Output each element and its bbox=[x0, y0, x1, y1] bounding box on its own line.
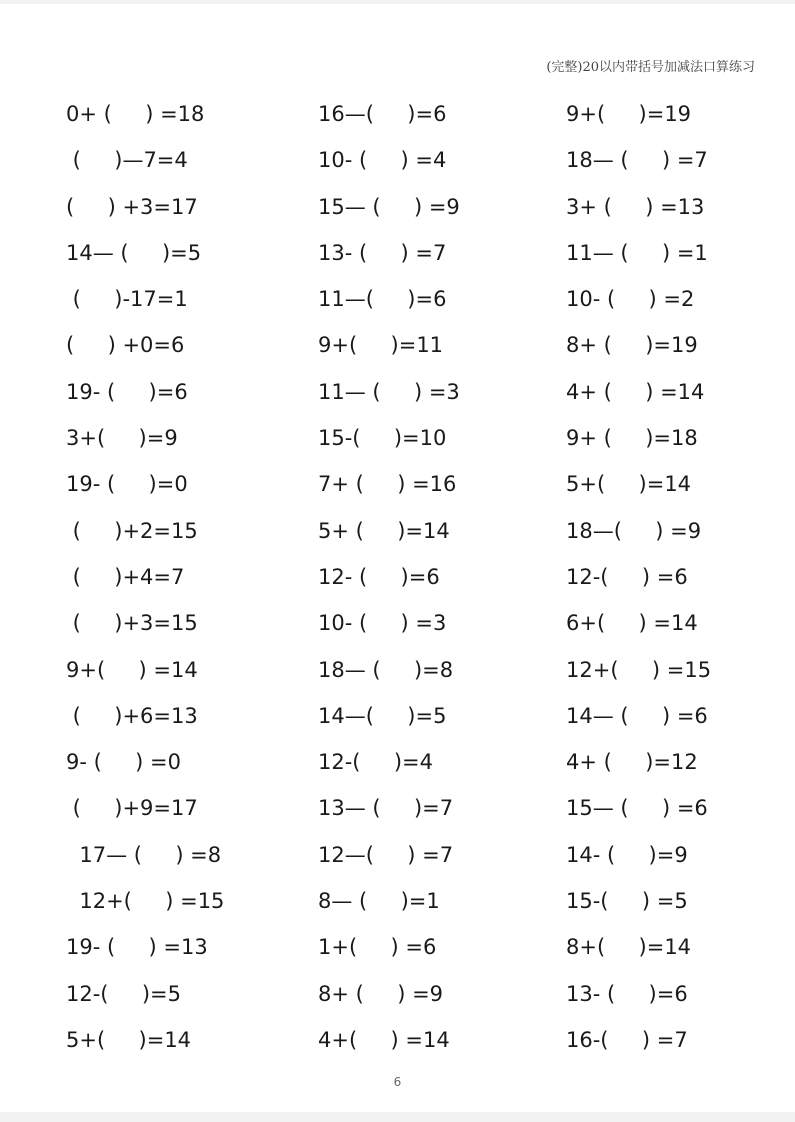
exercise-problem: 12- ( )=6 bbox=[318, 564, 440, 589]
exercise-problem: 9+ ( )=18 bbox=[566, 426, 698, 451]
exercise-row bbox=[0, 693, 795, 739]
exercise-row bbox=[0, 415, 795, 461]
exercise-row bbox=[0, 137, 795, 183]
exercise-problem: 17— ( ) =8 bbox=[66, 842, 222, 867]
exercise-problem: 15-( ) =5 bbox=[566, 889, 688, 914]
exercise-problem: 5+ ( )=14 bbox=[318, 518, 450, 543]
exercise-problem: 9- ( ) =0 bbox=[66, 750, 182, 775]
exercise-row bbox=[0, 647, 795, 693]
exercise-problem: 15— ( ) =6 bbox=[566, 796, 708, 821]
exercise-problem: 12—( ) =7 bbox=[318, 842, 454, 867]
exercise-problem: 18— ( ) =7 bbox=[566, 148, 708, 173]
exercise-problem: ( )+4=7 bbox=[66, 564, 185, 589]
exercise-row bbox=[0, 276, 795, 322]
exercise-problem: 16-( ) =7 bbox=[566, 1027, 688, 1052]
exercise-row bbox=[0, 971, 795, 1017]
exercise-problem: ( )+9=17 bbox=[66, 796, 198, 821]
exercise-problem: 13- ( )=6 bbox=[566, 981, 688, 1006]
exercise-row bbox=[0, 785, 795, 831]
exercise-problem: ( )-17=1 bbox=[66, 287, 188, 312]
exercise-problem: 16—( )=6 bbox=[318, 102, 447, 126]
exercise-problem: 3+ ( ) =13 bbox=[566, 194, 705, 219]
exercise-problem: 14— ( ) =6 bbox=[566, 703, 708, 728]
exercise-row bbox=[0, 1017, 795, 1063]
exercise-problem: 14- ( )=9 bbox=[566, 842, 688, 867]
exercise-problem: 18—( ) =9 bbox=[566, 518, 702, 543]
exercise-problem: 10- ( ) =3 bbox=[318, 611, 447, 636]
exercise-problem: ( )+3=15 bbox=[66, 611, 198, 636]
exercise-problem: ( ) +3=17 bbox=[66, 194, 198, 219]
exercise-row bbox=[0, 230, 795, 276]
exercise-problem: 12-( )=4 bbox=[318, 750, 434, 775]
exercise-row bbox=[0, 508, 795, 554]
exercise-grid bbox=[0, 91, 795, 1063]
exercise-problem: 12-( ) =6 bbox=[566, 564, 688, 589]
exercise-row bbox=[0, 600, 795, 646]
exercise-problem: 19- ( )=6 bbox=[66, 379, 188, 404]
exercise-problem: 9+( )=19 bbox=[566, 102, 692, 126]
exercise-problem: 19- ( ) =13 bbox=[66, 935, 208, 960]
exercise-row bbox=[0, 91, 795, 137]
exercise-problem: ( )—7=4 bbox=[66, 148, 188, 173]
exercise-problem: 11—( )=6 bbox=[318, 287, 447, 312]
exercise-problem: 5+( )=14 bbox=[66, 1027, 192, 1052]
worksheet-page bbox=[0, 4, 795, 1112]
exercise-problem: 15-( )=10 bbox=[318, 426, 447, 451]
exercise-row bbox=[0, 554, 795, 600]
exercise-problem: 0+ ( ) =18 bbox=[66, 102, 205, 126]
exercise-problem: 10- ( ) =4 bbox=[318, 148, 447, 173]
exercise-problem: 1+( ) =6 bbox=[318, 935, 437, 960]
page-number: 6 bbox=[393, 1075, 402, 1089]
exercise-row bbox=[0, 184, 795, 230]
exercise-problem: 5+( )=14 bbox=[566, 472, 692, 497]
exercise-problem: 7+ ( ) =16 bbox=[318, 472, 457, 497]
exercise-row bbox=[0, 322, 795, 368]
exercise-problem: 3+( )=9 bbox=[66, 426, 178, 451]
exercise-problem: ( )+2=15 bbox=[66, 518, 198, 543]
exercise-problem: 4+ ( ) =14 bbox=[566, 379, 705, 404]
exercise-problem: 18— ( )=8 bbox=[318, 657, 454, 682]
exercise-problem: 12+( ) =15 bbox=[566, 657, 712, 682]
exercise-row bbox=[0, 878, 795, 924]
exercise-row bbox=[0, 832, 795, 878]
exercise-row bbox=[0, 924, 795, 970]
exercise-problem: 8+( )=14 bbox=[566, 935, 692, 960]
exercise-problem: 19- ( )=0 bbox=[66, 472, 188, 497]
exercise-problem: 9+( )=11 bbox=[318, 333, 444, 358]
exercise-problem: 4+ ( )=12 bbox=[566, 750, 698, 775]
exercise-problem: 8+ ( ) =9 bbox=[318, 981, 444, 1006]
exercise-problem: 12-( )=5 bbox=[66, 981, 182, 1006]
exercise-problem: ( )+6=13 bbox=[66, 703, 198, 728]
exercise-problem: ( ) +0=6 bbox=[66, 333, 185, 358]
exercise-problem: 9+( ) =14 bbox=[66, 657, 198, 682]
exercise-problem: 8— ( )=1 bbox=[318, 889, 440, 914]
exercise-problem: 4+( ) =14 bbox=[318, 1027, 450, 1052]
exercise-problem: 6+( ) =14 bbox=[566, 611, 698, 636]
exercise-problem: 12+( ) =15 bbox=[66, 889, 225, 914]
page-header-title: (完整)20以内带括号加减法口算练习 bbox=[546, 60, 755, 75]
exercise-problem: 11— ( ) =3 bbox=[318, 379, 460, 404]
exercise-row bbox=[0, 369, 795, 415]
exercise-problem: 10- ( ) =2 bbox=[566, 287, 695, 312]
exercise-row bbox=[0, 739, 795, 785]
exercise-problem: 13— ( )=7 bbox=[318, 796, 454, 821]
exercise-problem: 11— ( ) =1 bbox=[566, 240, 708, 265]
exercise-problem: 14—( )=5 bbox=[318, 703, 447, 728]
exercise-row bbox=[0, 461, 795, 507]
exercise-problem: 13- ( ) =7 bbox=[318, 240, 447, 265]
exercise-problem: 14— ( )=5 bbox=[66, 240, 202, 265]
exercise-problem: 8+ ( )=19 bbox=[566, 333, 698, 358]
exercise-problem: 15— ( ) =9 bbox=[318, 194, 460, 219]
